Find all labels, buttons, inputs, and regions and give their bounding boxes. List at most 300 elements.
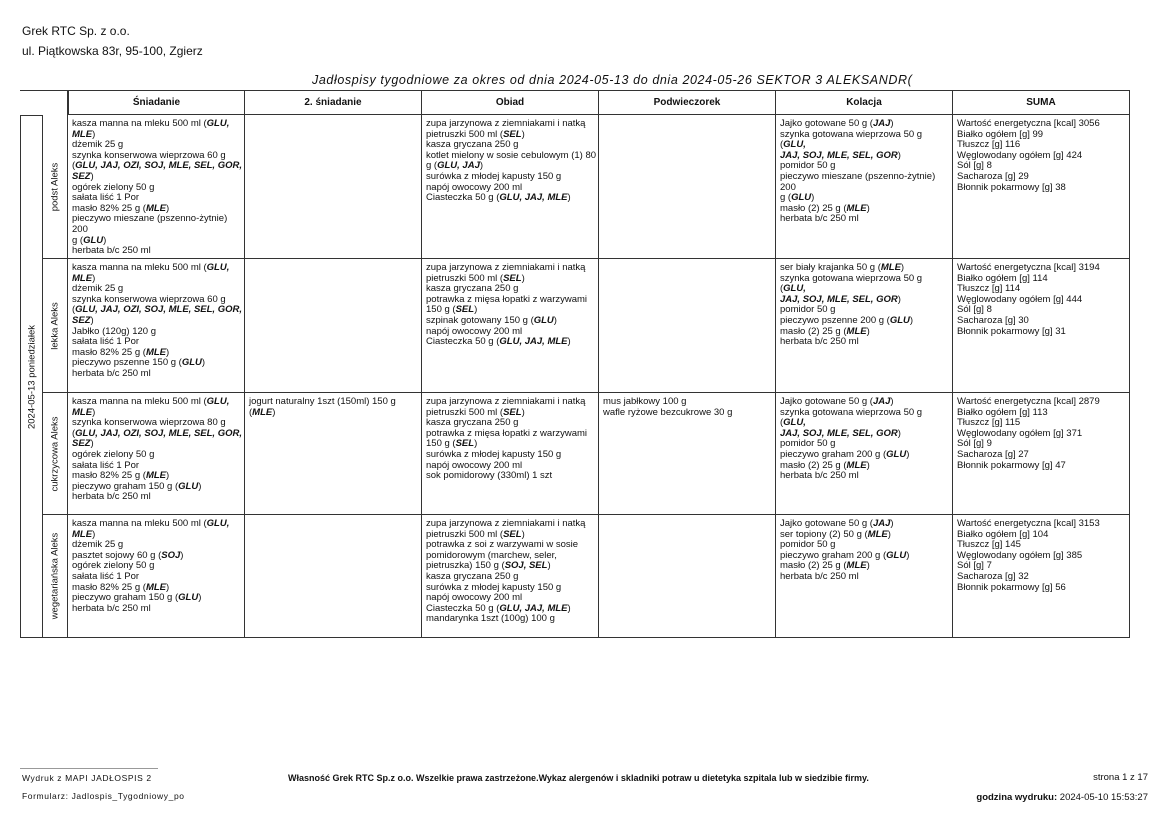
- meal-text: ser biały krajanka 50 g (: [780, 262, 881, 273]
- meal-text: masło (2) 25 g (: [780, 325, 847, 337]
- meal-text: Tłuszcz [g] 145: [957, 539, 1021, 551]
- meal-text: pomidor 50 g: [780, 438, 836, 450]
- meal-text: pieczywo graham 200 g (: [780, 448, 887, 460]
- meal-cell-sum: [953, 393, 1130, 515]
- meal-text: masło 82% 25 g (: [72, 581, 146, 593]
- meal-text: kasza gryczana 250 g: [426, 417, 519, 429]
- allergen-codes: MLE: [72, 272, 93, 284]
- allergen-codes: GLU: [889, 314, 910, 326]
- meal-text: Węglowodany ogółem [g] 424: [957, 149, 1083, 161]
- meal-text: kasza manna na mleku 500 ml (: [72, 262, 207, 273]
- column-header-sum: SUMA: [953, 91, 1130, 115]
- meal-text: surówka z młodej kapusty 150 g: [426, 448, 562, 460]
- company-address: ul. Piątkowska 83r, 95-100, Zgierz: [22, 44, 203, 58]
- meal-cell-breakfast: [68, 115, 245, 259]
- meal-cell-afternoon-snack: [599, 393, 776, 515]
- allergen-codes: JAJ, SOJ, MLE, SEL, GOR: [780, 293, 898, 305]
- meal-text: ): [900, 262, 905, 273]
- meal-text: sok pomidorowy (330ml) 1 szt: [426, 470, 553, 482]
- meal-cell-breakfast: [68, 393, 245, 515]
- meal-text: ): [521, 406, 525, 418]
- meal-text: kasza manna na mleku 500 ml (: [72, 396, 207, 407]
- meal-line: [72, 369, 242, 380]
- meal-text: masło 82% 25 g (: [72, 470, 146, 482]
- meal-text: szynka konserwowa wieprzowa 60 g: [72, 293, 226, 305]
- meal-line: [780, 471, 950, 482]
- menu-table: [20, 90, 1130, 638]
- meal-line: [72, 519, 242, 530]
- meal-text: ): [198, 592, 202, 604]
- footer-form-name: Formularz: Jadlospis_Tygodniowy_po: [22, 791, 185, 801]
- meal-text: ): [198, 480, 202, 492]
- allergen-codes: GLU, JAJ, MLE: [499, 602, 568, 614]
- meal-text: jogurt naturalny 1szt (150ml) 150 g: [249, 396, 396, 407]
- meal-cell-dinner: [776, 259, 953, 393]
- meal-text: szynka konserwowa wieprzowa 80 g: [72, 417, 226, 429]
- meal-text: herbata b/c 250 ml: [780, 470, 859, 482]
- meal-text: herbata b/c 250 ml: [780, 336, 859, 348]
- meal-line: [780, 130, 950, 151]
- meal-text: pietruszki 500 ml (: [426, 406, 504, 418]
- meal-text: pieczywo graham 150 g (: [72, 480, 179, 492]
- allergen-codes: SEL: [503, 528, 522, 540]
- meal-text: Tłuszcz [g] 114: [957, 283, 1021, 295]
- meal-text: szynka gotowana wieprzowa 50 g (: [780, 272, 923, 295]
- meal-cell-sum: [953, 259, 1130, 393]
- meal-text: masło (2) 25 g (: [780, 459, 847, 471]
- diet-cell: [43, 259, 68, 393]
- allergen-codes: GLU: [181, 357, 202, 369]
- allergen-codes: JAJ, SOJ, MLE, SEL, GOR: [780, 427, 898, 439]
- meal-text: ): [201, 357, 206, 369]
- meal-text: napój owocowy 200 ml: [426, 325, 523, 337]
- meal-line: [249, 408, 419, 419]
- diet-label: podst Aleks: [49, 162, 61, 211]
- page-number: strona 1 z 17: [1093, 772, 1148, 783]
- meal-cell-sum: [953, 115, 1130, 259]
- footer-divider: [20, 768, 158, 769]
- allergen-codes: MLE: [846, 325, 867, 337]
- meal-text: Tłuszcz [g] 116: [957, 139, 1021, 151]
- allergen-codes: MLE: [846, 459, 867, 471]
- meal-text: surówka z młodej kapusty 150 g: [426, 581, 562, 593]
- meal-cell-second-breakfast: [245, 515, 422, 638]
- meal-text: ): [887, 528, 891, 540]
- allergen-codes: GLU, JAJ, MLE: [499, 336, 568, 348]
- meal-cell-dinner: [776, 393, 953, 515]
- allergen-codes: SEL: [503, 128, 522, 140]
- allergen-codes: SEL: [455, 438, 475, 450]
- meal-text: ): [92, 128, 96, 140]
- allergen-codes: MLE: [72, 406, 93, 418]
- allergen-codes: MLE: [846, 202, 867, 214]
- allergen-codes: JAJ, SOJ, MLE, SEL, GOR: [780, 149, 898, 161]
- column-header-breakfast: Śniadanie: [68, 91, 245, 115]
- allergen-codes: MLE: [145, 346, 166, 358]
- meal-text: ): [890, 518, 894, 529]
- allergen-codes: GLU, JAJ, MLE: [499, 192, 568, 204]
- meal-line: [780, 274, 950, 295]
- meal-text: Białko ogółem [g] 104: [957, 528, 1049, 540]
- meal-text: Węglowodany ogółem [g] 385: [957, 549, 1083, 561]
- meal-cell-second-breakfast: [245, 393, 422, 515]
- meal-line: [426, 193, 596, 204]
- meal-text: Sól [g] 8: [957, 304, 992, 316]
- meal-text: Wartość energetyczna [kcal] 3194: [957, 262, 1100, 273]
- allergen-codes: SEZ: [72, 314, 91, 326]
- meal-line: [780, 172, 950, 193]
- allergen-codes: GLU,: [783, 283, 806, 295]
- meal-text: ): [479, 160, 484, 172]
- allergen-codes: GLU: [886, 549, 907, 561]
- meal-cell-dinner: [776, 115, 953, 259]
- allergen-codes: GLU,: [783, 139, 806, 151]
- meal-text: ): [567, 602, 571, 614]
- allergen-codes: GLU, JAJ: [437, 160, 480, 172]
- meal-text: pieczywo graham 150 g (: [72, 592, 179, 604]
- meal-text: ): [890, 118, 894, 129]
- meal-line: [72, 492, 242, 503]
- meal-text: dżemik 25 g: [72, 139, 124, 151]
- meal-text: sałata liść 1 Por: [72, 192, 140, 204]
- meal-line: [957, 461, 1127, 472]
- allergen-codes: MLE: [145, 202, 166, 214]
- meal-text: Sól [g] 9: [957, 438, 992, 450]
- meal-text: ): [90, 314, 94, 326]
- meal-text: Tłuszcz [g] 115: [957, 417, 1021, 429]
- allergen-codes: GLU: [178, 592, 199, 604]
- meal-text: (: [72, 160, 76, 172]
- allergen-codes: MLE: [880, 262, 901, 273]
- meal-text: ): [166, 346, 170, 358]
- meal-text: Błonnik pokarmowy [g] 38: [957, 181, 1066, 193]
- allergen-codes: GLU,: [206, 518, 230, 529]
- meal-text: kasza gryczana 250 g: [426, 139, 519, 151]
- allergen-codes: JAJ: [872, 518, 891, 529]
- meal-text: szynka gotowana wieprzowa 50 g (: [780, 128, 923, 151]
- allergen-codes: SOJ, SEL: [504, 560, 548, 572]
- meal-line: [780, 214, 950, 225]
- meal-text: ): [90, 170, 94, 182]
- meal-text: ): [866, 560, 870, 572]
- day-cell: [20, 115, 43, 638]
- meal-text: herbata b/c 250 ml: [72, 491, 151, 503]
- meal-text: kasza gryczana 250 g: [426, 570, 519, 582]
- meal-text: herbata b/c 250 ml: [780, 213, 859, 225]
- meal-cell-sum: [953, 515, 1130, 638]
- meal-text: ): [890, 396, 894, 407]
- meal-text: ): [521, 272, 525, 284]
- meal-text: ogórek zielony 50 g: [72, 448, 155, 460]
- allergen-codes: MLE: [72, 528, 93, 540]
- diet-cell: [43, 393, 68, 515]
- meal-text: szpinak gotowany 150 g (: [426, 314, 534, 326]
- meal-text: ): [866, 325, 870, 337]
- allergen-codes: GLU: [791, 192, 812, 204]
- column-header-lunch: Obiad: [422, 91, 599, 115]
- meal-text: ): [90, 438, 94, 450]
- meal-text: 150 g (: [426, 304, 456, 316]
- allergen-codes: SOJ: [161, 549, 181, 561]
- meal-text: ): [92, 272, 96, 284]
- meal-text: (: [72, 427, 76, 439]
- meal-text: pomidor 50 g: [780, 160, 836, 172]
- allergen-codes: MLE: [145, 581, 166, 593]
- meal-text: mus jabłkowy 100 g: [603, 396, 687, 407]
- meal-text: Białko ogółem [g] 114: [957, 272, 1048, 284]
- allergen-codes: GLU, JAJ, OZI, SOJ, MLE, SEL, GOR,: [75, 304, 242, 316]
- meal-line: [72, 214, 242, 235]
- meal-text: ): [567, 336, 571, 348]
- meal-text: g (: [72, 234, 84, 246]
- meal-text: ): [521, 528, 525, 540]
- allergen-codes: GLU,: [206, 396, 230, 407]
- column-header-second-breakfast: 2. śniadanie: [245, 91, 422, 115]
- page-title: Jadłospisy tygodniowe za okres od dnia 2024-05-13 do dnia 2024-05-26 SEKTOR 3 ALEKSANDR(: [312, 73, 913, 87]
- meal-text: ogórek zielony 50 g: [72, 181, 155, 193]
- meal-text: Wartość energetyczna [kcal] 2879: [957, 396, 1100, 407]
- meal-line: [72, 397, 242, 408]
- meal-line: [780, 337, 950, 348]
- meal-text: sałata liść 1 Por: [72, 570, 140, 582]
- meal-cell-breakfast: [68, 515, 245, 638]
- allergen-codes: GLU, JAJ, OZI, SOJ, MLE, SEL, GOR,: [75, 160, 242, 172]
- meal-text: ): [103, 234, 107, 246]
- allergen-codes: GLU,: [783, 417, 806, 429]
- meal-cell-afternoon-snack: [599, 115, 776, 259]
- meal-text: (: [249, 406, 253, 418]
- meal-line: [72, 246, 242, 257]
- meal-text: herbata b/c 250 ml: [72, 602, 151, 614]
- meal-text: ): [92, 406, 96, 418]
- meal-text: ): [166, 470, 170, 482]
- meal-text: pieczywo graham 200 g (: [780, 549, 887, 561]
- meal-text: pietruszki 500 ml (: [426, 528, 504, 540]
- meal-text: Sól [g] 7: [957, 560, 992, 572]
- diet-label: lekka Aleks: [49, 301, 61, 350]
- meal-text: szynka gotowana wieprzowa 50 g (: [780, 406, 923, 429]
- meal-text: Jajko gotowane 50 g (: [780, 518, 873, 529]
- meal-cell-second-breakfast: [245, 115, 422, 259]
- meal-text: ): [897, 293, 901, 305]
- meal-text: ): [474, 438, 478, 450]
- meal-text: pietruszki 500 ml (: [426, 272, 504, 284]
- meal-text: Jajko gotowane 50 g (: [780, 118, 873, 129]
- meal-text: herbata b/c 250 ml: [780, 570, 859, 582]
- meal-cell-afternoon-snack: [599, 259, 776, 393]
- meal-text: pietruszki 500 ml (: [426, 128, 504, 140]
- meal-text: zupa jarzynowa z ziemniakami i natką: [426, 518, 586, 529]
- meal-text: ): [897, 149, 901, 161]
- meal-text: Błonnik pokarmowy [g] 47: [957, 459, 1066, 471]
- allergen-codes: GLU,: [206, 118, 230, 129]
- company-name: Grek RTC Sp. z o.o.: [22, 24, 130, 38]
- meal-text: kasza gryczana 250 g: [426, 283, 519, 295]
- allergen-codes: SEL: [455, 304, 475, 316]
- column-header-dinner: Kolacja: [776, 91, 953, 115]
- meal-text: pomidor 50 g: [780, 539, 836, 551]
- meal-text: ): [272, 406, 276, 418]
- meal-text: g (: [426, 160, 438, 172]
- meal-cell-lunch: [422, 115, 599, 259]
- meal-text: ): [811, 192, 815, 204]
- allergen-codes: GLU: [178, 480, 199, 492]
- meal-line: [603, 408, 773, 419]
- meal-text: Sól [g] 8: [957, 160, 992, 172]
- meal-cell-lunch: [422, 393, 599, 515]
- meal-line: [780, 408, 950, 429]
- allergen-codes: GLU,: [206, 262, 230, 273]
- meal-text: ): [897, 427, 901, 439]
- allergen-codes: MLE: [72, 128, 93, 140]
- meal-text: sałata liść 1 Por: [72, 459, 140, 471]
- meal-text: potrawka z mięsa łopatki z warzywami: [426, 293, 588, 305]
- meal-text: Jabłko (120g) 120 g: [72, 325, 156, 337]
- meal-text: Ciasteczka 50 g (: [426, 336, 500, 348]
- meal-line: [957, 183, 1127, 194]
- meal-text: szynka konserwowa wieprzowa 60 g: [72, 149, 226, 161]
- allergen-codes: GLU, JAJ, OZI, SOJ, MLE, SEL, GOR,: [75, 427, 242, 439]
- meal-cell-dinner: [776, 515, 953, 638]
- meal-text: pieczywo mieszane (pszenno-żytnie) 200: [780, 170, 936, 193]
- meal-text: masło (2) 25 g (: [780, 560, 847, 572]
- meal-text: ): [567, 192, 571, 204]
- meal-text: ): [474, 304, 478, 316]
- meal-text: herbata b/c 250 ml: [72, 245, 151, 257]
- allergen-codes: SEZ: [72, 170, 91, 182]
- diet-label: wegetariańska Aleks: [49, 532, 61, 620]
- meal-text: 150 g (: [426, 438, 456, 450]
- meal-cell-afternoon-snack: [599, 515, 776, 638]
- meal-text: sałata liść 1 Por: [72, 336, 140, 348]
- meal-text: napój owocowy 200 ml: [426, 181, 523, 193]
- meal-text: masło 82% 25 g (: [72, 202, 146, 214]
- allergen-codes: MLE: [846, 560, 867, 572]
- meal-text: pietruszka) 150 g (: [426, 560, 505, 572]
- meal-text: Jajko gotowane 50 g (: [780, 396, 873, 407]
- meal-text: Sacharoza [g] 27: [957, 448, 1029, 460]
- meal-text: potrawka z mięsa łopatki z warzywami: [426, 427, 588, 439]
- meal-text: Ciasteczka 50 g (: [426, 192, 500, 204]
- meal-text: kotlet mielony w sosie cebulowym (1) 80: [426, 149, 597, 161]
- meal-text: Błonnik pokarmowy [g] 56: [957, 581, 1066, 593]
- meal-text: (: [72, 304, 76, 316]
- meal-cell-breakfast: [68, 259, 245, 393]
- meal-line: [780, 572, 950, 583]
- meal-text: zupa jarzynowa z ziemniakami i natką: [426, 118, 586, 129]
- meal-text: Węglowodany ogółem [g] 371: [957, 427, 1083, 439]
- footer-print-source: Wydruk z MAPI JADŁOSPIS 2: [22, 773, 152, 783]
- diet-cell: [43, 115, 68, 259]
- allergen-codes: JAJ: [872, 396, 891, 407]
- meal-text: napój owocowy 200 ml: [426, 459, 523, 471]
- meal-text: Wartość energetyczna [kcal] 3153: [957, 518, 1100, 529]
- meal-text: kasza manna na mleku 500 ml (: [72, 518, 207, 529]
- meal-line: [957, 583, 1127, 594]
- meal-line: [426, 614, 596, 625]
- table-corner: [20, 91, 68, 115]
- day-label: 2024-05-13 poniedziałek: [26, 324, 37, 429]
- meal-text: Białko ogółem [g] 99: [957, 128, 1044, 140]
- meal-text: napój owocowy 200 ml: [426, 592, 523, 604]
- meal-text: pasztet sojowy 60 g (: [72, 549, 162, 561]
- meal-line: [72, 305, 242, 316]
- meal-text: ): [166, 581, 170, 593]
- allergen-codes: GLU: [83, 234, 104, 246]
- meal-text: ): [866, 202, 870, 214]
- allergen-codes: GLU: [886, 448, 907, 460]
- meal-cell-lunch: [422, 259, 599, 393]
- meal-text: masło 82% 25 g (: [72, 346, 146, 358]
- meal-text: ): [906, 549, 910, 561]
- allergen-codes: MLE: [145, 470, 166, 482]
- meal-text: pieczywo pszenne 150 g (: [72, 357, 182, 369]
- meal-line: [426, 471, 596, 482]
- print-time: [976, 792, 1148, 803]
- meal-line: [426, 337, 596, 348]
- meal-text: ogórek zielony 50 g: [72, 560, 155, 572]
- meal-text: zupa jarzynowa z ziemniakami i natką: [426, 262, 586, 273]
- meal-text: Sacharoza [g] 30: [957, 314, 1029, 326]
- meal-text: ): [180, 549, 184, 561]
- meal-line: [957, 327, 1127, 338]
- print-time-label: godzina wydruku:: [976, 792, 1058, 803]
- meal-text: ): [909, 314, 914, 326]
- meal-text: pomidor 50 g: [780, 304, 836, 316]
- diet-label: cukrzycowa Aleks: [49, 416, 61, 491]
- allergen-codes: SEL: [503, 406, 522, 418]
- allergen-codes: SEZ: [72, 438, 91, 450]
- meal-text: Białko ogółem [g] 113: [957, 406, 1048, 418]
- meal-text: Węglowodany ogółem [g] 444: [957, 293, 1083, 305]
- diet-cell: [43, 515, 68, 638]
- meal-text: Sacharoza [g] 29: [957, 170, 1029, 182]
- meal-text: masło (2) 25 g (: [780, 202, 847, 214]
- meal-text: herbata b/c 250 ml: [72, 367, 151, 379]
- meal-text: g (: [780, 192, 792, 204]
- meal-line: [72, 161, 242, 172]
- print-time-value: 2024-05-10 15:53:27: [1059, 792, 1148, 803]
- meal-text: Błonnik pokarmowy [g] 31: [957, 325, 1066, 337]
- meal-text: potrawka z soi z warzywami w sosie: [426, 539, 579, 551]
- meal-cell-second-breakfast: [245, 259, 422, 393]
- meal-text: Wartość energetyczna [kcal] 3056: [957, 118, 1100, 129]
- meal-text: mandarynka 1szt (100g) 100 g: [426, 613, 555, 625]
- meal-line: [72, 119, 242, 130]
- meal-text: ): [866, 459, 870, 471]
- meal-line: [72, 263, 242, 274]
- meal-text: pieczywo pszenne 200 g (: [780, 314, 890, 326]
- meal-text: pieczywo mieszane (pszenno-żytnie) 200: [72, 213, 228, 235]
- meal-text: Sacharoza [g] 32: [957, 570, 1029, 582]
- meal-text: wafle ryżowe bezcukrowe 30 g: [603, 406, 733, 418]
- footer-ownership-note: Własność Grek RTC Sp.z o.o. Wszelkie prawa zastrzeżone.Wykaz alergenów i skladniki potraw u dietetyka szpitala lub w siedzibie firmy.: [288, 773, 869, 783]
- meal-text: ): [92, 528, 96, 540]
- meal-text: dżemik 25 g: [72, 283, 124, 295]
- meal-text: zupa jarzynowa z ziemniakami i natką: [426, 396, 586, 407]
- meal-cell-lunch: [422, 515, 599, 638]
- meal-text: kasza manna na mleku 500 ml (: [72, 118, 207, 129]
- meal-text: Ciasteczka 50 g (: [426, 602, 500, 614]
- meal-text: ): [521, 128, 525, 140]
- meal-line: [72, 429, 242, 440]
- meal-text: ): [166, 202, 170, 214]
- column-header-afternoon-snack: Podwieczorek: [599, 91, 776, 115]
- allergen-codes: MLE: [252, 406, 273, 418]
- allergen-codes: GLU: [533, 314, 554, 326]
- meal-text: pomidorowym (marchew, seler,: [426, 549, 557, 561]
- meal-text: ): [547, 560, 551, 572]
